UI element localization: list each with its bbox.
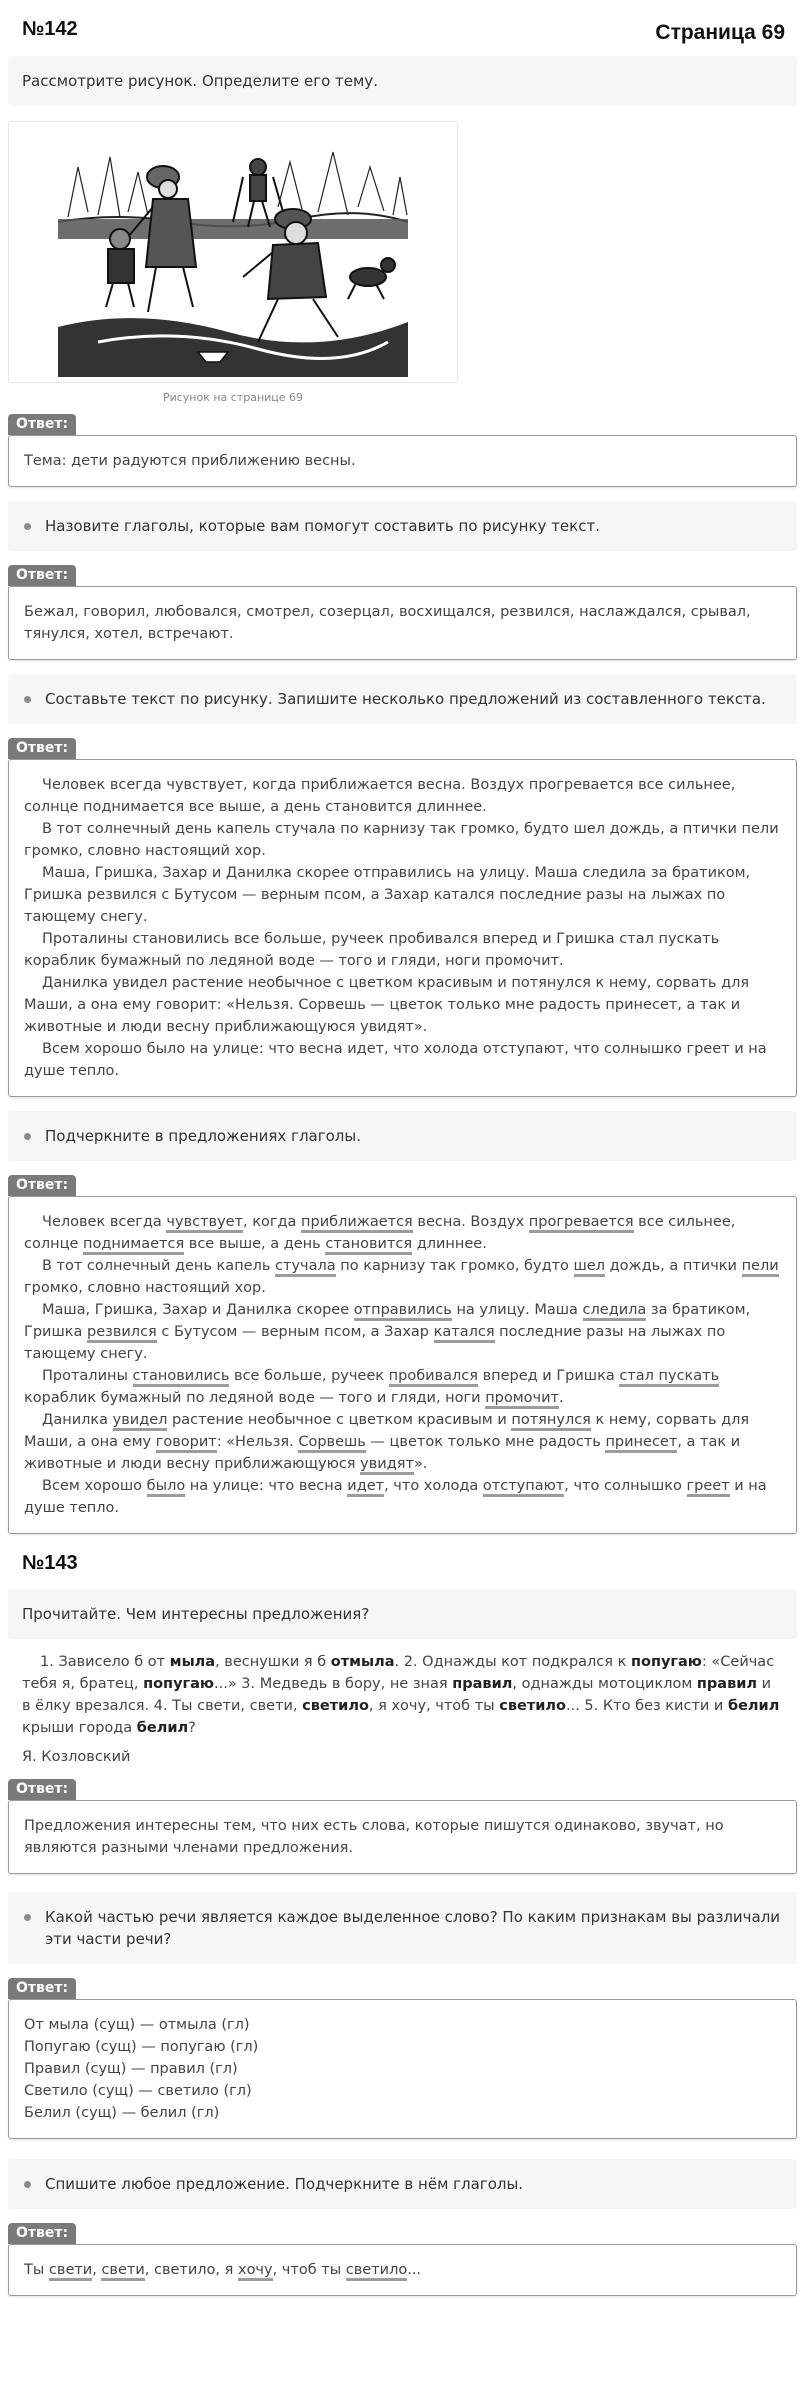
story-paragraph: Проталины становились все больше, ручеек пробивался вперед и Гришка стал пускать кораблик бумажный по ледяной воде — того и гляди, ноги промочит.: [24, 931, 720, 969]
text-fragment: правил: [452, 1676, 513, 1692]
answer-label: Ответ:: [8, 738, 76, 759]
text-fragment: Человек всегда: [42, 1214, 167, 1230]
text-fragment: громко, словно настоящий хор.: [24, 1280, 266, 1296]
text-fragment: Маша, Гришка, Захар и Данилка скорее: [42, 1302, 354, 1318]
pair-line: Светило (сущ) — светило (гл): [24, 2083, 252, 2099]
figure-frame: [8, 121, 458, 383]
text-fragment: растение необычное с цветком красивым и: [167, 1412, 512, 1428]
story-paragraph: В тот солнечный день капель стучала по карнизу так громко, будто шел дождь, а птички пели громко, словно настоящий хор.: [24, 821, 779, 859]
question-compose: Составьте текст по рисунку. Запишите несколько предложений из составленного текста.: [8, 674, 797, 724]
story-paragraph: Всем хорошо было на улице: что весна идет, что холода отступают, что солнышко греет и на душе тепло.: [24, 1041, 767, 1079]
text-fragment: за братиком, Гришка: [24, 1302, 751, 1340]
answer-interesting: Предложения интересны тем, что них есть слова, которые пишутся одинаково, звучат, но являются разными членами предложения.: [8, 1800, 797, 1874]
question-underline: Подчеркните в предложениях глаголы.: [8, 1111, 797, 1161]
underlined-paragraph: [24, 1475, 781, 1519]
task-number-143: №143: [22, 1552, 78, 1574]
text-fragment: ...: [407, 2262, 422, 2278]
story-paragraph: Маша, Гришка, Захар и Данилка скорее отправились на улицу. Маша следила за братиком, Гришка резвился с Бутусом — верным псом, а Захар катался последние разы на лыжах по тающему снегу.: [24, 865, 751, 925]
text-fragment: В тот солнечный день капель: [42, 1258, 276, 1274]
answer-label: Ответ:: [8, 414, 76, 435]
pair-line: Правил (сущ) — правил (гл): [24, 2061, 238, 2077]
verb: было: [147, 1478, 186, 1497]
text-fragment: , что холода: [384, 1478, 483, 1494]
verb: резвился: [87, 1324, 157, 1343]
question-read: Прочитайте. Чем интересны предложения?: [8, 1589, 797, 1639]
verb: следила: [583, 1302, 647, 1321]
verb: стал пускать: [619, 1368, 719, 1387]
verb: идет: [347, 1478, 384, 1497]
page-number: Страница 69: [655, 21, 785, 44]
verb: пели: [742, 1258, 779, 1277]
text-fragment: , что солнышко: [564, 1478, 687, 1494]
verb: греет: [687, 1478, 730, 1497]
answer-last-sentence: [8, 2244, 797, 2296]
text-fragment: к нему, сорвать для Маши, а она ему: [24, 1412, 750, 1450]
verb: хочу: [238, 2262, 273, 2281]
poem-author: Я. Козловский: [22, 1749, 131, 1765]
text-fragment: вперед и Гришка: [477, 1368, 620, 1384]
text-fragment: 1. Зависело б от: [40, 1654, 170, 1670]
answer-label: Ответ:: [8, 1978, 76, 1999]
story-paragraph: Данилка увидел растение необычное с цветком красивым и потянулся к нему, сорвать для Маши, а она ему говорит: «Нельзя. Сорвешь — цветок только мне радость принесет, а так и животные и люди весну приближающуюся увидят».: [24, 975, 750, 1035]
text-fragment: Данилка: [42, 1412, 113, 1428]
underlined-paragraph: [24, 1255, 781, 1299]
verb: поднимается: [83, 1236, 184, 1255]
text-fragment: , однажды мотоциклом: [512, 1676, 697, 1692]
underlined-paragraph: [24, 1299, 781, 1365]
answer-label: Ответ:: [8, 2223, 76, 2244]
underlined-paragraph: [24, 1409, 781, 1475]
answer-pairs: [8, 1999, 797, 2139]
pair-line: Попугаю (сущ) — попугаю (гл): [24, 2039, 259, 2055]
verb: прогревается: [529, 1214, 634, 1233]
text-fragment: ?: [188, 1720, 196, 1736]
text-fragment: попугаю: [143, 1676, 214, 1692]
answer-label: Ответ:: [8, 1175, 76, 1196]
story-paragraph: Человек всегда чувствует, когда приближается весна. Воздух прогревается все сильнее, солнце поднимается все выше, а день становится длиннее.: [24, 777, 736, 815]
answer-underlined-story: [8, 1196, 797, 1534]
answer-theme: Тема: дети радуются приближению весны.: [8, 435, 797, 487]
verb: чувствует: [166, 1214, 243, 1233]
text-fragment: Всем хорошо: [42, 1478, 147, 1494]
text-fragment: — цветок только мне радость: [365, 1434, 606, 1450]
text-fragment: все больше, ручеек: [229, 1368, 389, 1384]
text-fragment: длиннее.: [412, 1236, 487, 1252]
text-fragment: отмыла: [330, 1654, 395, 1670]
text-fragment: , я хочу, чтоб ты: [368, 1698, 500, 1714]
text-fragment: . 2. Однажды кот подкрался к: [394, 1654, 631, 1670]
text-fragment: светило: [302, 1698, 369, 1714]
text-fragment: , веснушки я б: [215, 1654, 331, 1670]
text-fragment: , когда: [243, 1214, 302, 1230]
verb: шел: [574, 1258, 605, 1277]
verb: свети: [49, 2262, 92, 2281]
text-fragment: , чтоб ты: [272, 2262, 346, 2278]
text-fragment: все сильнее, солнце: [24, 1214, 736, 1252]
text-fragment: мыла: [169, 1654, 216, 1670]
verb: становится: [325, 1236, 412, 1255]
question-verbs: Назовите глаголы, которые вам помогут составить по рисунку текст.: [8, 501, 797, 551]
text-fragment: правил: [696, 1676, 758, 1692]
question-part-of-speech: Какой частью речи является каждое выделенное слово? По каким признакам вы различали эти части речи?: [8, 1892, 797, 1964]
verb: стучала: [275, 1258, 336, 1277]
text-fragment: ...» 3. Медведь в бору, не зная: [214, 1676, 453, 1692]
verb: Сорвешь: [298, 1434, 365, 1453]
poem-sentences: [8, 1639, 797, 1739]
verb: отправились: [354, 1302, 452, 1321]
verb: приближается: [301, 1214, 413, 1233]
text-fragment: ,: [92, 2262, 102, 2278]
text-fragment: : «Сейчас тебя я, братец,: [22, 1654, 775, 1692]
answer-label: Ответ:: [8, 565, 76, 586]
task-number-142: №142: [22, 18, 78, 40]
text-fragment: с Бутусом — верным псом, а Захар: [156, 1324, 434, 1340]
text-fragment: на улицу. Маша: [451, 1302, 583, 1318]
text-fragment: ».: [413, 1456, 428, 1472]
text-fragment: Проталины: [42, 1368, 133, 1384]
text-fragment: последние разы на лыжах по тающему снегу.: [24, 1324, 726, 1362]
text-fragment: по карнизу так громко, будто: [335, 1258, 574, 1274]
pair-line: Белил (сущ) — белил (гл): [24, 2105, 220, 2121]
question-copy-sentence: Спишите любое предложение. Подчеркните в нём глаголы.: [8, 2159, 797, 2209]
text-fragment: дождь, а птички: [605, 1258, 742, 1274]
verb: увидят: [360, 1456, 414, 1475]
verb: становились: [133, 1368, 230, 1387]
answer-story: [8, 759, 797, 1097]
text-fragment: : «Нельзя.: [216, 1434, 299, 1450]
answer-verbs: Бежал, говорил, любовался, смотрел, созерцал, восхищался, резвился, наслаждался, срывал, тянулся, хотел, встречают.: [8, 586, 797, 660]
text-fragment: крыши города: [22, 1720, 137, 1736]
text-fragment: , а так и животные и люди весну приближающуюся: [24, 1434, 741, 1472]
text-fragment: кораблик бумажный по ледяной воде — того и гляди, ноги: [24, 1390, 486, 1406]
children-spring-illustration: [58, 127, 408, 377]
verb: промочит: [485, 1390, 559, 1409]
text-fragment: белил: [136, 1720, 189, 1736]
text-fragment: все выше, а день: [184, 1236, 326, 1252]
question-theme: Рассмотрите рисунок. Определите его тему.: [8, 56, 797, 106]
text-fragment: попугаю: [630, 1654, 702, 1670]
verb: потянулся: [511, 1412, 591, 1431]
verb: увидел: [113, 1412, 168, 1431]
verb: катался: [434, 1324, 495, 1343]
verb: свети: [101, 2262, 144, 2281]
text-fragment: .: [559, 1390, 564, 1406]
text-fragment: весна. Воздух: [412, 1214, 529, 1230]
verb: говорит: [156, 1434, 217, 1453]
verb: пробивался: [389, 1368, 478, 1387]
text-fragment: Ты: [24, 2262, 49, 2278]
underlined-paragraph: [24, 1211, 781, 1255]
text-fragment: белил: [727, 1698, 780, 1714]
figure-caption: Рисунок на странице 69: [162, 391, 304, 404]
text-fragment: ... 5. Кто без кисти и: [566, 1698, 728, 1714]
text-fragment: на улице: что весна: [185, 1478, 348, 1494]
text-fragment: и в ёлку врезался. 4. Ты свети, свети,: [22, 1676, 772, 1714]
pair-line: От мыла (сущ) — отмыла (гл): [24, 2017, 250, 2033]
underlined-paragraph: [24, 1365, 781, 1409]
verb: отступают: [483, 1478, 564, 1497]
text-fragment: и на душе тепло.: [24, 1478, 767, 1516]
answer-label: Ответ:: [8, 1779, 76, 1800]
text-fragment: , светило, я: [144, 2262, 238, 2278]
verb: светило: [346, 2262, 407, 2281]
text-fragment: светило: [499, 1698, 566, 1714]
verb: принесет: [605, 1434, 677, 1453]
